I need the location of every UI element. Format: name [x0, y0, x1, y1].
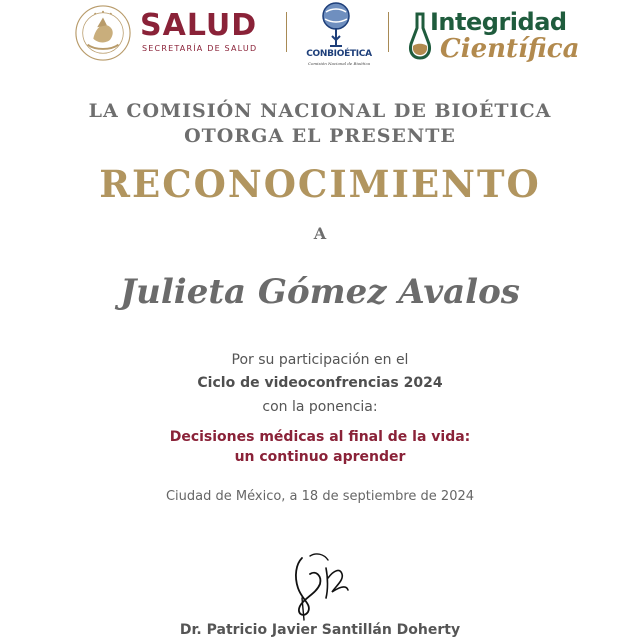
salud-logo-text: SALUD [140, 8, 258, 43]
issuer-line-2: OTORGA EL PRESENTE [184, 125, 456, 147]
signer-name: Dr. Patricio Javier Santillán Doherty [179, 622, 461, 638]
conbioetica-logo-icon [318, 0, 354, 50]
place-and-date: Ciudad de México, a 18 de septiembre de 2024 [165, 489, 475, 504]
conbioetica-subtitle: Comisión Nacional de Bioética [307, 61, 371, 66]
mexico-seal-icon [74, 4, 132, 62]
participation-text: Por su participación en el [231, 352, 409, 368]
signature-icon [282, 548, 362, 624]
integridad-logo-line1: Integridad [430, 8, 567, 36]
divider [286, 12, 287, 52]
presentation-title-line-2: un continuo aprender [234, 449, 406, 465]
divider [388, 12, 389, 52]
conbioetica-name: CONBIOÉTICA [306, 49, 372, 59]
event-name: Ciclo de videoconfrencias 2024 [197, 375, 443, 391]
presentation-label: con la ponencia: [262, 399, 378, 415]
integridad-logo-line2: Científica [440, 34, 580, 64]
flask-icon [408, 10, 432, 62]
recipient-name: Julieta Gómez Avalos [120, 272, 520, 312]
to-label: A [313, 224, 327, 243]
salud-subtitle: SECRETARÍA DE SALUD [142, 44, 258, 53]
presentation-title-line-1: Decisiones médicas al final de la vida: [169, 429, 471, 445]
certificate-title: RECONOCIMIENTO [99, 162, 541, 206]
issuer-line-1: LA COMISIÓN NACIONAL DE BIOÉTICA [88, 100, 552, 122]
header-logos [0, 0, 640, 74]
